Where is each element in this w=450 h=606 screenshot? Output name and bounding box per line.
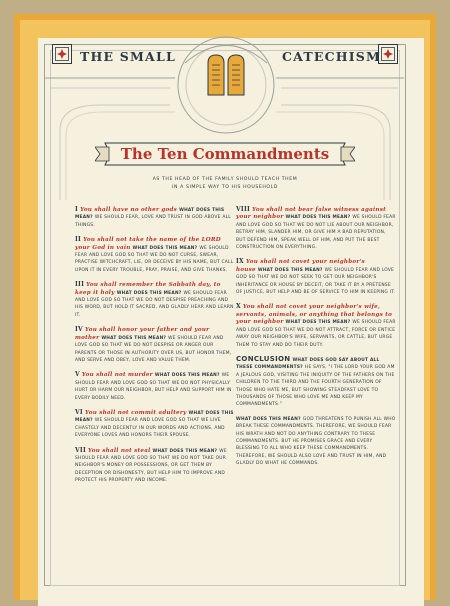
question: WHAT DOES GOD SAY ABOUT ALL THESE COMMANDMENTS? <box>236 357 380 371</box>
commandment-heading: You shall not bear false witness against your neighbor <box>236 207 386 221</box>
question: WHAT DOES THIS MEAN? <box>75 410 234 424</box>
cross-emblem-icon <box>381 47 395 61</box>
numeral: II <box>75 236 82 244</box>
conclusion-heading: CONCLUSION <box>236 354 291 363</box>
answer: WE SHOULD FEAR AND LOVE GOD SO THAT WE DO NOT SEEK TO GET OUR NEIGHBOR'S INHERITANCE OR HOUSE BY DECEIT, OR TAKE IT BY A PRETENSE OF JUSTICE, BUT HELP AND BE OF SERVICE TO HIM IN KEEPING IT. <box>236 267 396 296</box>
numeral: V <box>75 371 80 379</box>
cross-emblem-icon <box>55 47 69 61</box>
header-word-right: CATECHISM <box>282 49 382 64</box>
commandment-3 <box>75 281 235 319</box>
subtitle-line-2: IN A SIMPLE WAY TO HIS HOUSEHOLD <box>172 185 278 190</box>
answer: WE SHOULD FEAR AND LOVE GOD SO THAT WE LIVE CHASTELY AND DECENTLY IN OUR WORDS AND ACTIONS, AND EVERYONE LOVES AND HONORS THEIR SPOUSE. <box>75 418 225 439</box>
commandment-heading: You shall have no other gods <box>80 207 178 213</box>
commandment-heading: You shall not covet your neighbor's wife, servants, animals, or anything that belongs to your neighbor <box>236 304 393 326</box>
commandment-6 <box>75 409 235 440</box>
answer: WE SHOULD FEAR AND LOVE GOD SO THAT WE DO NOT CURSE, SWEAR, PRACTISE WITCHCRAFT, LIE, OR DECEIVE BY HIS NAME, BUT CALL UPON IT IN EVERY TROUBLE, PRAY, PRAISE, AND GIVE THANKS. <box>75 245 234 273</box>
answer: WE SHOULD FEAR, LOVE AND TRUST IN GOD ABOVE ALL THINGS. <box>75 215 231 228</box>
commandment-heading: You shall not take the name of the LORD your God in vain <box>75 237 221 251</box>
question: WHAT DOES THIS MEAN? <box>101 335 167 341</box>
numeral: III <box>75 281 85 289</box>
commandment-heading: You shall honor your father and your mother <box>75 327 210 341</box>
header-word-left: THE SMALL <box>80 49 176 64</box>
question: WHAT DOES THIS MEAN? <box>285 320 351 326</box>
answer: WE SHOULD FEAR AND LOVE GOD SO THAT WE DO NOT PHYSICALLY HURT OR HARM OUR NEIGHBOR, BUT HELP AND SUPPORT HIM IN EVERY BODILY NEED. <box>75 373 232 401</box>
conclusion-meaning <box>236 416 396 468</box>
commandment-heading: You shall not steal <box>88 447 151 454</box>
answer: WE SHOULD FEAR AND LOVE GOD SO THAT WE DO NOT TAKE OUR NEIGHBOR'S MONEY OR POSSESSIONS, OR GET THEM BY DECEPTION OR DISHONESTY, BUT HELP HIM TO IMPROVE AND PROTECT HIS PROPERTY AND INCOME. <box>75 448 227 484</box>
numeral: VI <box>75 408 83 416</box>
commandment-4 <box>75 326 235 364</box>
commandment-9 <box>236 258 396 296</box>
question: WHAT DOES THIS MEAN? <box>285 215 351 221</box>
answer: WE SHOULD FEAR AND LOVE GOD SO THAT WE DO NOT ATTRACT, FORCE OR ENTICE AWAY OUR NEIGHBOR'S WIFE, SERVANTS, OR CATTLE, BUT URGE THEM TO STAY AND DO THEIR DUTY. <box>236 320 396 348</box>
numeral: I <box>75 206 79 213</box>
question: WHAT DOES THIS MEAN? <box>75 208 225 221</box>
commandment-10 <box>236 303 396 348</box>
corner-emblem-left <box>52 44 72 64</box>
commandment-8 <box>236 206 396 251</box>
commandments-left-column <box>75 206 235 492</box>
answer: WE SHOULD FEAR AND LOVE GOD SO THAT WE DO NOT DESPISE PREACHING AND HIS WORD, BUT HOLD IT SACRED, AND GLADLY HEAR AND LEARN IT. <box>75 290 234 318</box>
commandment-5 <box>75 371 235 402</box>
question: WHAT DOES THIS MEAN? <box>154 373 220 379</box>
numeral: X <box>236 303 241 311</box>
numeral: IV <box>75 326 83 334</box>
answer: WE SHOULD FEAR AND LOVE GOD SO THAT WE DO NOT DESPISE OR ANGER OUR PARENTS OR THOSE IN AUTHORITY OVER US, BUT HONOR THEM, AND SERVE AND OBEY, LOVE AND VALUE THEM. <box>75 335 232 363</box>
answer: GOD THREATENS TO PUNISH ALL WHO BREAK THESE COMMANDMENTS. THEREFORE, WE SHOULD FEAR HIS WRATH AND NOT DO ANYTHING CONTRARY TO THESE COMMANDMENTS. BUT HE PROMISES GRACE AND EVERY BLESSING TO ALL WHO KEEP THESE COMMANDMENTS. THEREFORE, WE SHOULD ALSO LOVE AND TRUST IN HIM, AND GLADLY DO WHAT HE COMMANDS. <box>236 416 396 467</box>
commandment-2 <box>75 236 235 274</box>
question: WHAT DOES THIS MEAN? <box>257 267 323 273</box>
question: WHAT DOES THIS MEAN? <box>152 448 218 454</box>
answer: HE SAYS, "I THE LORD YOUR GOD AM A JEALOUS GOD, VISITING THE INIQUITY OF THE FATHERS ON THE CHILDREN TO THE THIRD AND THE FOURTH GENERATION OF THOSE WHO HATE ME, BUT SHOWING STEADFAST LOVE TO THOUSANDS OF THOSE WHO LOVE ME AND KEEP MY COMMANDMENTS." <box>236 365 395 408</box>
commandments-right-column <box>236 206 396 475</box>
question: WHAT DOES THIS MEAN? <box>132 245 198 251</box>
commandment-heading: You shall not murder <box>81 372 153 379</box>
answer: WE SHOULD FEAR AND LOVE GOD SO THAT WE DO NOT LIE ABOUT OUR NEIGHBOR, BETRAY HIM, SLANDER HIM, OR GIVE HIM A BAD REPUTATION, BUT DEFEND HIM, SPEAK WELL OF HIM, AND PUT THE BEST CONSTRUCTION ON EVERYTHING. <box>236 215 396 251</box>
commandment-heading: You shall not commit adultery <box>84 409 187 416</box>
numeral: VII <box>75 446 87 454</box>
numeral: VIII <box>236 206 251 213</box>
subtitle-line-1: AS THE HEAD OF THE FAMILY SHOULD TEACH THEM <box>152 177 298 182</box>
conclusion <box>236 356 396 409</box>
commandment-1 <box>75 206 235 229</box>
page-title: The Ten Commandments <box>120 145 330 163</box>
commandment-heading: You shall not covet your neighbor's house <box>236 259 365 273</box>
commandment-heading: You shall remember the Sabbath day, to keep it holy <box>75 282 221 296</box>
question: WHAT DOES THIS MEAN? <box>116 290 182 296</box>
numeral: IX <box>236 258 244 266</box>
question: WHAT DOES THIS MEAN? <box>236 416 301 422</box>
commandment-7 <box>75 447 235 485</box>
stone-tablets-icon <box>171 33 281 138</box>
